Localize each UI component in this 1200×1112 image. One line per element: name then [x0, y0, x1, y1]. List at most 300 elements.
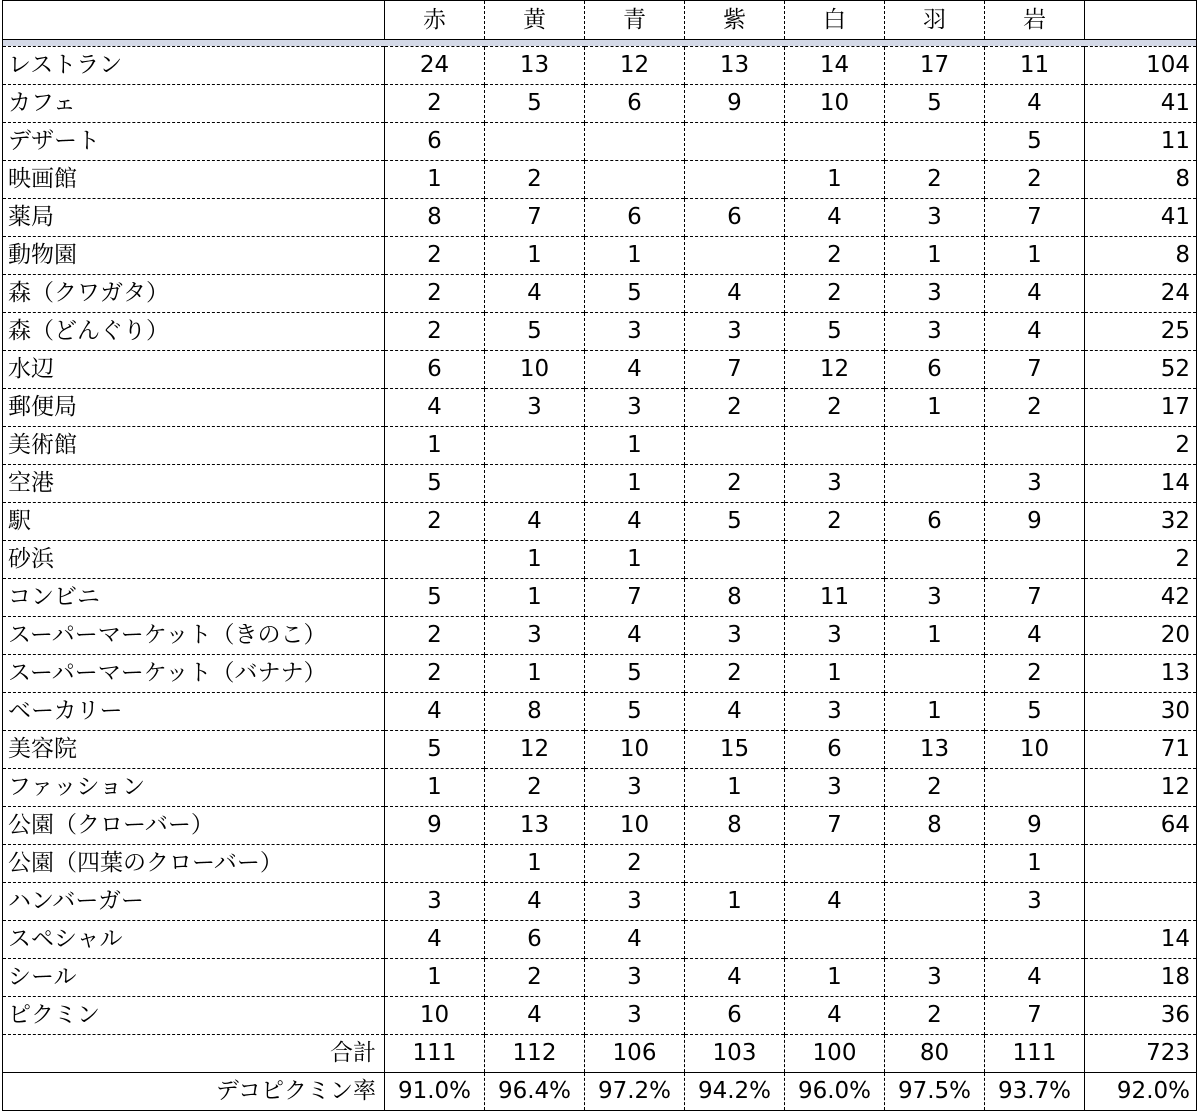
row-total-cell[interactable]: 2 [1085, 427, 1197, 465]
grand-total-cell[interactable]: 723 [1085, 1035, 1197, 1073]
row-label-cell[interactable]: デザート [3, 123, 385, 161]
table-row [3, 351, 1197, 389]
row-total-cell[interactable]: 14 [1085, 921, 1197, 959]
value-cell[interactable]: 5 [785, 313, 885, 351]
value-cell[interactable]: 1 [585, 465, 685, 503]
value-cell[interactable]: 4 [685, 275, 785, 313]
value-cell[interactable]: 3 [885, 313, 985, 351]
column-header-cell[interactable]: 青 [585, 1, 685, 40]
value-cell[interactable]: 5 [385, 579, 485, 617]
table-row [3, 959, 1197, 997]
value-cell[interactable] [485, 427, 585, 465]
table-row [3, 47, 1197, 85]
value-cell[interactable]: 2 [885, 769, 985, 807]
value-cell[interactable]: 11 [985, 47, 1085, 85]
row-total-cell[interactable]: 30 [1085, 693, 1197, 731]
value-cell[interactable]: 8 [685, 579, 785, 617]
value-cell[interactable]: 4 [785, 199, 885, 237]
separator-cell [785, 40, 885, 47]
column-header-cell[interactable]: 紫 [685, 1, 785, 40]
value-cell[interactable]: 1 [785, 959, 885, 997]
table-row [3, 123, 1197, 161]
total-value-cell[interactable]: 80 [885, 1035, 985, 1073]
separator-cell [985, 40, 1085, 47]
value-cell[interactable]: 10 [585, 807, 685, 845]
value-cell[interactable]: 4 [485, 503, 585, 541]
value-cell[interactable]: 3 [485, 389, 585, 427]
value-cell[interactable] [785, 921, 885, 959]
value-cell[interactable]: 9 [385, 807, 485, 845]
value-cell[interactable]: 2 [985, 161, 1085, 199]
value-cell[interactable]: 7 [485, 199, 585, 237]
value-cell[interactable]: 13 [685, 47, 785, 85]
row-label-cell[interactable]: ベーカリー [3, 693, 385, 731]
value-cell[interactable]: 4 [785, 883, 885, 921]
value-cell[interactable]: 3 [785, 693, 885, 731]
table-row [3, 731, 1197, 769]
value-cell[interactable]: 3 [485, 617, 585, 655]
row-total-cell[interactable]: 20 [1085, 617, 1197, 655]
value-cell[interactable]: 17 [885, 47, 985, 85]
row-total-cell[interactable]: 13 [1085, 655, 1197, 693]
row-label-cell[interactable]: 美容院 [3, 731, 385, 769]
value-cell[interactable]: 9 [685, 85, 785, 123]
value-cell[interactable]: 5 [685, 503, 785, 541]
row-total-cell[interactable]: 14 [1085, 465, 1197, 503]
value-cell[interactable]: 6 [585, 85, 685, 123]
value-cell[interactable]: 3 [585, 313, 685, 351]
value-cell[interactable]: 1 [685, 769, 785, 807]
value-cell[interactable]: 10 [385, 997, 485, 1035]
value-cell[interactable]: 5 [985, 693, 1085, 731]
value-cell[interactable]: 5 [585, 655, 685, 693]
table-row [3, 883, 1197, 921]
value-cell[interactable]: 12 [585, 47, 685, 85]
value-cell[interactable]: 4 [985, 959, 1085, 997]
value-cell[interactable]: 5 [385, 731, 485, 769]
value-cell[interactable]: 4 [385, 693, 485, 731]
value-cell[interactable]: 7 [585, 579, 685, 617]
value-cell[interactable]: 1 [385, 161, 485, 199]
value-cell[interactable]: 1 [885, 237, 985, 275]
value-cell[interactable]: 3 [685, 313, 785, 351]
value-cell[interactable]: 4 [685, 959, 785, 997]
value-cell[interactable]: 3 [985, 465, 1085, 503]
value-cell[interactable]: 6 [385, 351, 485, 389]
row-label-cell[interactable]: 美術館 [3, 427, 385, 465]
row-total-cell[interactable]: 41 [1085, 85, 1197, 123]
total-value-cell[interactable]: 112 [485, 1035, 585, 1073]
table-row [3, 921, 1197, 959]
value-cell[interactable]: 8 [485, 693, 585, 731]
row-label-cell[interactable]: スーパーマーケット（きのこ） [3, 617, 385, 655]
table-row [3, 237, 1197, 275]
row-total-cell[interactable]: 17 [1085, 389, 1197, 427]
row-label-cell[interactable]: 公園（クローバー） [3, 807, 385, 845]
value-cell[interactable]: 2 [385, 313, 485, 351]
table-row [3, 655, 1197, 693]
value-cell[interactable]: 1 [985, 237, 1085, 275]
row-label-cell[interactable]: 公園（四葉のクローバー） [3, 845, 385, 883]
value-cell[interactable]: 4 [585, 351, 685, 389]
value-cell[interactable] [885, 427, 985, 465]
value-cell[interactable]: 3 [685, 617, 785, 655]
value-cell[interactable]: 3 [785, 465, 885, 503]
row-label-cell[interactable]: 空港 [3, 465, 385, 503]
value-cell[interactable]: 12 [785, 351, 885, 389]
table-row [3, 427, 1197, 465]
row-total-cell[interactable]: 11 [1085, 123, 1197, 161]
value-cell[interactable]: 1 [585, 427, 685, 465]
value-cell[interactable] [485, 123, 585, 161]
value-cell[interactable] [785, 541, 885, 579]
table-row [3, 997, 1197, 1035]
value-cell[interactable]: 7 [985, 351, 1085, 389]
row-label-cell[interactable]: 森（どんぐり） [3, 313, 385, 351]
value-cell[interactable]: 1 [385, 769, 485, 807]
value-cell[interactable]: 3 [785, 769, 885, 807]
value-cell[interactable] [385, 845, 485, 883]
row-total-cell[interactable]: 42 [1085, 579, 1197, 617]
value-cell[interactable]: 8 [385, 199, 485, 237]
value-cell[interactable] [685, 237, 785, 275]
value-cell[interactable]: 4 [585, 617, 685, 655]
row-total-cell[interactable]: 25 [1085, 313, 1197, 351]
value-cell[interactable] [485, 465, 585, 503]
total-value-cell[interactable]: 103 [685, 1035, 785, 1073]
value-cell[interactable]: 6 [885, 503, 985, 541]
table-row [3, 389, 1197, 427]
value-cell[interactable]: 2 [985, 389, 1085, 427]
row-label-cell[interactable]: 郵便局 [3, 389, 385, 427]
row-total-cell[interactable]: 71 [1085, 731, 1197, 769]
value-cell[interactable]: 4 [985, 617, 1085, 655]
column-header-cell[interactable]: 白 [785, 1, 885, 40]
row-label-cell[interactable]: スーパーマーケット（バナナ） [3, 655, 385, 693]
value-cell[interactable]: 3 [885, 199, 985, 237]
row-total-cell[interactable]: 32 [1085, 503, 1197, 541]
rate-value-cell[interactable]: 97.5% [885, 1073, 985, 1111]
value-cell[interactable]: 5 [485, 85, 585, 123]
value-cell[interactable]: 6 [585, 199, 685, 237]
separator-cell [685, 40, 785, 47]
table-row [3, 313, 1197, 351]
value-cell[interactable] [785, 845, 885, 883]
table-row [3, 275, 1197, 313]
column-header-cell[interactable]: 羽 [885, 1, 985, 40]
value-cell[interactable]: 1 [785, 161, 885, 199]
value-cell[interactable] [685, 845, 785, 883]
row-total-cell[interactable]: 36 [1085, 997, 1197, 1035]
separator-cell [385, 40, 485, 47]
total-row [3, 1035, 1197, 1073]
row-total-cell[interactable]: 64 [1085, 807, 1197, 845]
pikmin-decor-table [2, 0, 1197, 1111]
row-label-cell[interactable]: 薬局 [3, 199, 385, 237]
value-cell[interactable]: 7 [785, 807, 885, 845]
value-cell[interactable] [885, 883, 985, 921]
row-label-cell[interactable]: 水辺 [3, 351, 385, 389]
value-cell[interactable]: 5 [385, 465, 485, 503]
value-cell[interactable]: 2 [385, 85, 485, 123]
row-label-cell[interactable]: スペシャル [3, 921, 385, 959]
separator-cell [885, 40, 985, 47]
column-header-cell[interactable]: 岩 [985, 1, 1085, 40]
rate-value-cell[interactable]: 96.4% [485, 1073, 585, 1111]
rate-label-cell[interactable]: デコピクミン率 [3, 1073, 385, 1111]
column-header-cell[interactable]: 赤 [385, 1, 485, 40]
value-cell[interactable]: 4 [985, 275, 1085, 313]
total-value-cell[interactable]: 111 [385, 1035, 485, 1073]
value-cell[interactable]: 2 [785, 503, 885, 541]
value-cell[interactable] [685, 921, 785, 959]
row-total-cell[interactable]: 12 [1085, 769, 1197, 807]
rate-value-cell[interactable]: 97.2% [585, 1073, 685, 1111]
row-total-cell[interactable]: 18 [1085, 959, 1197, 997]
total-value-cell[interactable]: 111 [985, 1035, 1085, 1073]
value-cell[interactable]: 1 [585, 541, 685, 579]
table-row [3, 465, 1197, 503]
row-total-cell[interactable]: 41 [1085, 199, 1197, 237]
table-row [3, 807, 1197, 845]
value-cell[interactable]: 14 [785, 47, 885, 85]
row-total-cell[interactable]: 8 [1085, 161, 1197, 199]
value-cell[interactable]: 4 [785, 997, 885, 1035]
value-cell[interactable]: 5 [885, 85, 985, 123]
total-value-cell[interactable]: 100 [785, 1035, 885, 1073]
row-total-cell[interactable]: 24 [1085, 275, 1197, 313]
value-cell[interactable]: 13 [485, 47, 585, 85]
value-cell[interactable]: 6 [785, 731, 885, 769]
value-cell[interactable]: 10 [985, 731, 1085, 769]
row-label-cell[interactable]: 森（クワガタ） [3, 275, 385, 313]
overall-rate-cell[interactable]: 92.0% [1085, 1073, 1197, 1111]
value-cell[interactable] [685, 161, 785, 199]
rate-value-cell[interactable]: 91.0% [385, 1073, 485, 1111]
value-cell[interactable]: 2 [685, 655, 785, 693]
value-cell[interactable]: 4 [685, 693, 785, 731]
table-row [3, 541, 1197, 579]
rate-value-cell[interactable]: 94.2% [685, 1073, 785, 1111]
value-cell[interactable]: 2 [385, 237, 485, 275]
value-cell[interactable] [885, 845, 985, 883]
column-header-cell[interactable]: 黄 [485, 1, 585, 40]
value-cell[interactable]: 9 [985, 807, 1085, 845]
value-cell[interactable]: 3 [385, 883, 485, 921]
value-cell[interactable]: 1 [485, 541, 585, 579]
row-label-cell[interactable]: ハンバーガー [3, 883, 385, 921]
row-label-cell[interactable]: 駅 [3, 503, 385, 541]
table-row [3, 161, 1197, 199]
total-label-cell[interactable]: 合計 [3, 1035, 385, 1073]
value-cell[interactable]: 3 [585, 883, 685, 921]
value-cell[interactable]: 2 [385, 617, 485, 655]
row-total-cell[interactable]: 2 [1085, 541, 1197, 579]
header-separator-band [3, 40, 1197, 47]
value-cell[interactable]: 1 [885, 617, 985, 655]
row-total-cell[interactable] [1085, 845, 1197, 883]
value-cell[interactable]: 1 [485, 655, 585, 693]
table-row [3, 617, 1197, 655]
value-cell[interactable] [985, 769, 1085, 807]
value-cell[interactable]: 3 [585, 997, 685, 1035]
value-cell[interactable] [885, 541, 985, 579]
value-cell[interactable]: 2 [385, 275, 485, 313]
value-cell[interactable]: 12 [485, 731, 585, 769]
value-cell[interactable]: 5 [585, 693, 685, 731]
value-cell[interactable] [885, 655, 985, 693]
header-corner-cell[interactable] [3, 1, 385, 40]
value-cell[interactable] [685, 541, 785, 579]
value-cell[interactable]: 2 [785, 275, 885, 313]
value-cell[interactable]: 4 [985, 85, 1085, 123]
value-cell[interactable]: 10 [785, 85, 885, 123]
value-cell[interactable]: 2 [885, 997, 985, 1035]
value-cell[interactable]: 1 [985, 845, 1085, 883]
value-cell[interactable]: 2 [385, 655, 485, 693]
table-row [3, 845, 1197, 883]
rate-value-cell[interactable]: 96.0% [785, 1073, 885, 1111]
value-cell[interactable]: 10 [485, 351, 585, 389]
row-label-cell[interactable]: 砂浜 [3, 541, 385, 579]
row-label-cell[interactable]: シール [3, 959, 385, 997]
separator-cell [485, 40, 585, 47]
value-cell[interactable]: 3 [985, 883, 1085, 921]
value-cell[interactable]: 6 [685, 199, 785, 237]
value-cell[interactable]: 1 [885, 693, 985, 731]
value-cell[interactable]: 13 [485, 807, 585, 845]
table-row [3, 769, 1197, 807]
value-cell[interactable]: 2 [685, 389, 785, 427]
table-row [3, 85, 1197, 123]
value-cell[interactable] [885, 465, 985, 503]
value-cell[interactable]: 2 [585, 845, 685, 883]
value-cell[interactable]: 2 [785, 237, 885, 275]
value-cell[interactable]: 8 [685, 807, 785, 845]
value-cell[interactable]: 2 [485, 161, 585, 199]
value-cell[interactable]: 2 [985, 655, 1085, 693]
value-cell[interactable]: 1 [385, 427, 485, 465]
value-cell[interactable] [885, 123, 985, 161]
row-label-cell[interactable]: ファッション [3, 769, 385, 807]
row-label-cell[interactable]: 動物園 [3, 237, 385, 275]
total-column-header-cell[interactable] [1085, 1, 1197, 40]
row-label-cell[interactable]: コンビニ [3, 579, 385, 617]
value-cell[interactable]: 6 [485, 921, 585, 959]
value-cell[interactable] [785, 123, 885, 161]
value-cell[interactable]: 1 [685, 883, 785, 921]
value-cell[interactable]: 6 [385, 123, 485, 161]
value-cell[interactable]: 3 [585, 959, 685, 997]
value-cell[interactable]: 5 [985, 123, 1085, 161]
table-row [3, 579, 1197, 617]
header-row [3, 1, 1197, 40]
value-cell[interactable]: 4 [585, 503, 685, 541]
value-cell[interactable] [385, 541, 485, 579]
value-cell[interactable]: 7 [985, 579, 1085, 617]
value-cell[interactable]: 4 [385, 921, 485, 959]
row-label-cell[interactable]: レストラン [3, 47, 385, 85]
table-row [3, 503, 1197, 541]
value-cell[interactable]: 4 [485, 275, 585, 313]
value-cell[interactable]: 3 [885, 275, 985, 313]
value-cell[interactable]: 6 [885, 351, 985, 389]
value-cell[interactable]: 2 [685, 465, 785, 503]
value-cell[interactable]: 4 [485, 883, 585, 921]
value-cell[interactable]: 13 [885, 731, 985, 769]
value-cell[interactable] [585, 123, 685, 161]
value-cell[interactable]: 7 [685, 351, 785, 389]
value-cell[interactable] [885, 921, 985, 959]
row-total-cell[interactable]: 52 [1085, 351, 1197, 389]
value-cell[interactable]: 3 [885, 579, 985, 617]
value-cell[interactable]: 4 [985, 313, 1085, 351]
value-cell[interactable] [685, 123, 785, 161]
table-row [3, 693, 1197, 731]
value-cell[interactable]: 2 [385, 503, 485, 541]
value-cell[interactable]: 2 [785, 389, 885, 427]
value-cell[interactable]: 1 [385, 959, 485, 997]
value-cell[interactable]: 3 [885, 959, 985, 997]
value-cell[interactable] [985, 427, 1085, 465]
value-cell[interactable]: 2 [485, 959, 585, 997]
value-cell[interactable]: 7 [985, 199, 1085, 237]
value-cell[interactable]: 1 [485, 579, 585, 617]
value-cell[interactable]: 15 [685, 731, 785, 769]
value-cell[interactable]: 24 [385, 47, 485, 85]
separator-cell [3, 40, 385, 47]
value-cell[interactable]: 3 [785, 617, 885, 655]
value-cell[interactable]: 6 [685, 997, 785, 1035]
value-cell[interactable]: 1 [785, 655, 885, 693]
rate-row [3, 1073, 1197, 1111]
row-total-cell[interactable] [1085, 883, 1197, 921]
value-cell[interactable]: 3 [585, 769, 685, 807]
row-label-cell[interactable]: 映画館 [3, 161, 385, 199]
value-cell[interactable]: 1 [485, 845, 585, 883]
value-cell[interactable]: 1 [885, 389, 985, 427]
value-cell[interactable]: 10 [585, 731, 685, 769]
rate-value-cell[interactable]: 93.7% [985, 1073, 1085, 1111]
separator-cell [1085, 40, 1197, 47]
value-cell[interactable]: 4 [585, 921, 685, 959]
value-cell[interactable]: 4 [385, 389, 485, 427]
value-cell[interactable]: 1 [585, 237, 685, 275]
value-cell[interactable]: 9 [985, 503, 1085, 541]
value-cell[interactable] [985, 541, 1085, 579]
value-cell[interactable]: 5 [585, 275, 685, 313]
value-cell[interactable] [585, 161, 685, 199]
separator-cell [585, 40, 685, 47]
value-cell[interactable]: 7 [985, 997, 1085, 1035]
row-label-cell[interactable]: ピクミン [3, 997, 385, 1035]
row-total-cell[interactable]: 8 [1085, 237, 1197, 275]
value-cell[interactable]: 4 [485, 997, 585, 1035]
row-total-cell[interactable]: 104 [1085, 47, 1197, 85]
value-cell[interactable] [985, 921, 1085, 959]
value-cell[interactable]: 3 [585, 389, 685, 427]
value-cell[interactable]: 5 [485, 313, 585, 351]
value-cell[interactable]: 11 [785, 579, 885, 617]
value-cell[interactable]: 2 [885, 161, 985, 199]
value-cell[interactable]: 1 [485, 237, 585, 275]
value-cell[interactable] [785, 427, 885, 465]
value-cell[interactable] [685, 427, 785, 465]
total-value-cell[interactable]: 106 [585, 1035, 685, 1073]
value-cell[interactable]: 8 [885, 807, 985, 845]
row-label-cell[interactable]: カフェ [3, 85, 385, 123]
value-cell[interactable]: 2 [485, 769, 585, 807]
